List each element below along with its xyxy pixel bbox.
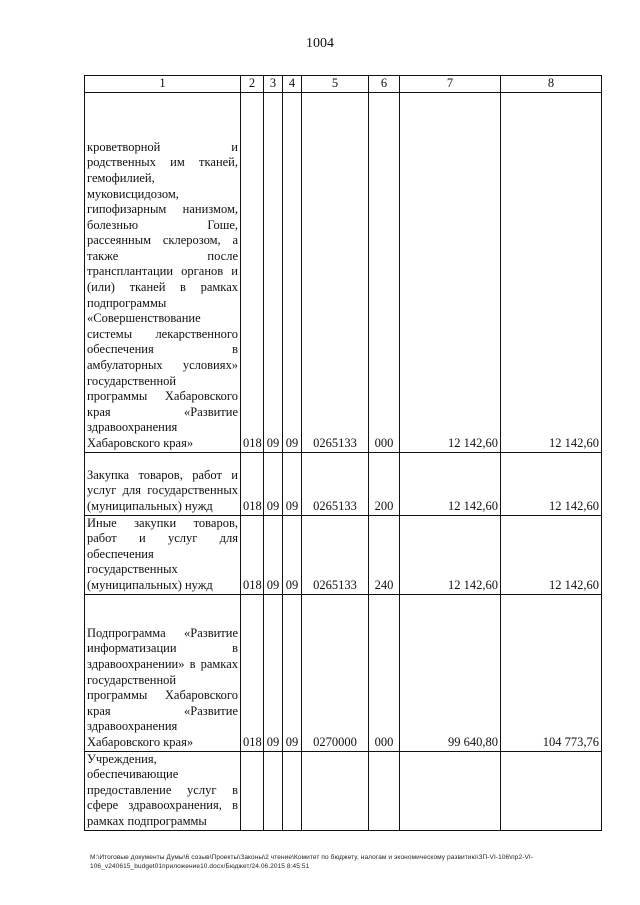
sum-year-1: 12 142,60 [400, 92, 501, 452]
footer-line: M:\Итоговые документы Думы\6 созыв\Проекты\Законы\2 чтение\Комитет по бюджету, налогам и экономическому развитию\ЗП-VI-106\пр2-VI- [90, 854, 534, 861]
ministry-code: 018 [241, 452, 264, 515]
ministry-code [241, 751, 264, 830]
subsection-code: 09 [283, 452, 302, 515]
footer-line: 106_v240615_budget01приложение10.docx/Бюджет/24.06.2015 8:45:51 [90, 863, 310, 870]
expense-type-code: 000 [369, 594, 400, 751]
row-name: Подпрограмма «Развитие информатизации в здравоохранении» в рамках государственной программы Хабаровского края «Развитие здравоохранения Хабаровского края» [85, 594, 241, 751]
sum-year-1 [400, 751, 501, 830]
column-header: 7 [400, 76, 501, 93]
expense-type-code: 200 [369, 452, 400, 515]
row-name: Иные закупки товаров, работ и услуг для обеспечения государственных (муниципальных) нужд [85, 515, 241, 594]
budget-table [84, 75, 602, 831]
sum-year-1: 12 142,60 [400, 452, 501, 515]
subsection-code: 09 [283, 92, 302, 452]
table-row [85, 515, 602, 594]
target-article-code: 0270000 [302, 594, 369, 751]
sum-year-2: 104 773,76 [501, 594, 602, 751]
expense-type-code: 240 [369, 515, 400, 594]
row-name: кроветворной и родственных им тканей, гемофилией, муковисцидозом, гипофизарным нанизмом, болезнью Гоше, рассеянным склерозом, а также после трансплантации органов и (или) тканей в рамках подпрограммы «Совершенствование системы лекарственного обеспечения в амбулаторных условиях» государственной программы Хабаровского края «Развитие здравоохранения Хабаровского края» [85, 92, 241, 452]
subsection-code [283, 751, 302, 830]
column-header: 3 [264, 76, 283, 93]
file-path-footer [90, 853, 610, 871]
subsection-code: 09 [283, 594, 302, 751]
target-article-code [302, 751, 369, 830]
sum-year-1: 12 142,60 [400, 515, 501, 594]
sum-year-2: 12 142,60 [501, 452, 602, 515]
section-code: 09 [264, 515, 283, 594]
table-row [85, 594, 602, 751]
column-header: 5 [302, 76, 369, 93]
sum-year-2: 12 142,60 [501, 515, 602, 594]
subsection-code: 09 [283, 515, 302, 594]
row-name: Закупка товаров, работ и услуг для государственных (муниципальных) нужд [85, 452, 241, 515]
sum-year-2 [501, 751, 602, 830]
section-code: 09 [264, 92, 283, 452]
expense-type-code: 000 [369, 92, 400, 452]
table-row [85, 452, 602, 515]
table-row [85, 751, 602, 830]
target-article-code: 0265133 [302, 452, 369, 515]
ministry-code: 018 [241, 515, 264, 594]
page-number: 1004 [306, 36, 334, 51]
table-row [85, 92, 602, 452]
section-code [264, 751, 283, 830]
ministry-code: 018 [241, 92, 264, 452]
column-header: 4 [283, 76, 302, 93]
sum-year-2: 12 142,60 [501, 92, 602, 452]
column-header: 1 [85, 76, 241, 93]
section-code: 09 [264, 594, 283, 751]
sum-year-1: 99 640,80 [400, 594, 501, 751]
row-name: Учреждения, обеспечивающие предоставление услуг в сфере здравоохранения, в рамках подпрограммы [85, 751, 241, 830]
target-article-code: 0265133 [302, 92, 369, 452]
target-article-code: 0265133 [302, 515, 369, 594]
ministry-code: 018 [241, 594, 264, 751]
column-header: 2 [241, 76, 264, 93]
section-code: 09 [264, 452, 283, 515]
column-header: 8 [501, 76, 602, 93]
header-row [85, 76, 602, 93]
expense-type-code [369, 751, 400, 830]
column-header: 6 [369, 76, 400, 93]
